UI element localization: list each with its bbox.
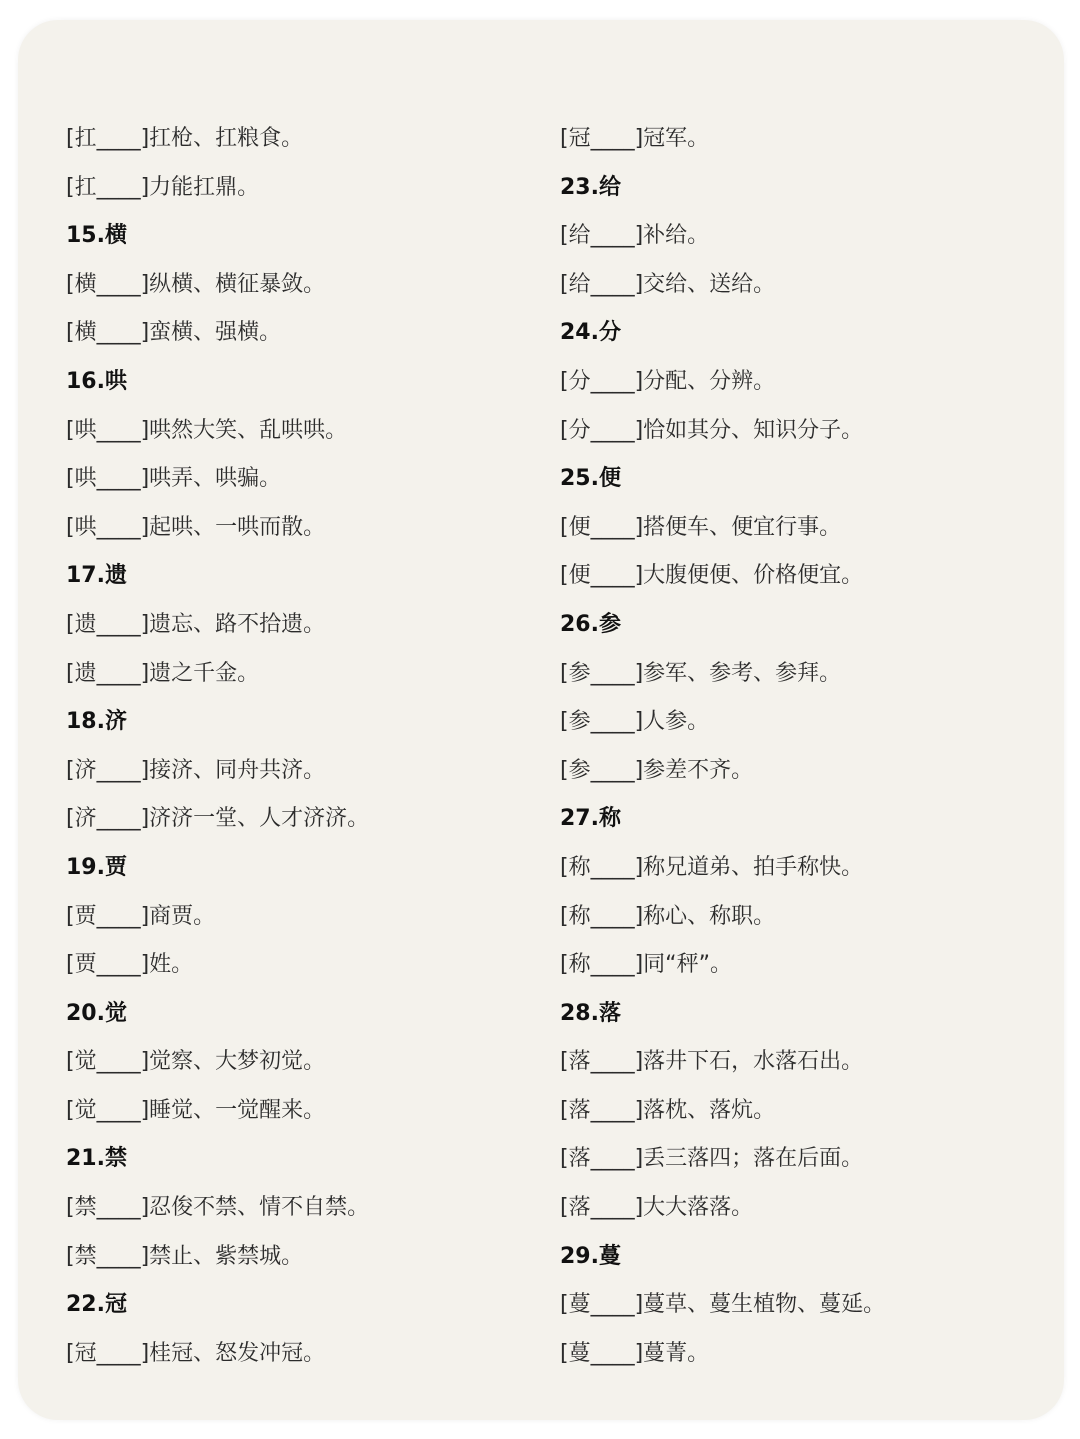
list-item: [参____]参差不齐。 — [560, 757, 754, 783]
section-heading: 29.蔓 — [560, 1243, 621, 1269]
list-item: [给____]交给、送给。 — [560, 271, 776, 297]
section-heading: 16.哄 — [66, 368, 127, 394]
list-item: [济____]济济一堂、人才济济。 — [66, 806, 370, 832]
list-item: [贾____]商贾。 — [66, 903, 216, 929]
document-page — [18, 20, 1064, 1420]
list-item: [济____]接济、同舟共济。 — [66, 757, 326, 783]
list-item: [觉____]睡觉、一觉醒来。 — [66, 1097, 326, 1123]
list-item: [落____]落井下石，水落石出。 — [560, 1049, 864, 1075]
section-heading: 17.遗 — [66, 563, 127, 589]
list-item: [称____]称心、称职。 — [560, 903, 776, 929]
section-heading: 28.落 — [560, 1000, 621, 1026]
list-item: [称____]同“秤”。 — [560, 952, 732, 978]
list-item: [冠____]桂冠、怒发冲冠。 — [66, 1340, 326, 1366]
list-item: [参____]参军、参考、参拜。 — [560, 660, 842, 686]
list-item: [遗____]遗忘、路不拾遗。 — [66, 611, 326, 637]
list-item: [禁____]禁止、紫禁城。 — [66, 1243, 304, 1269]
list-item: [扛____]力能扛鼎。 — [66, 174, 260, 200]
section-heading: 23.给 — [560, 174, 621, 200]
list-item: [分____]恰如其分、知识分子。 — [560, 417, 864, 443]
list-item: [给____]补给。 — [560, 223, 710, 249]
list-item: [蔓____]蔓菁。 — [560, 1340, 710, 1366]
list-item: [扛____]扛枪、扛粮食。 — [66, 126, 304, 151]
list-item: [落____]大大落落。 — [560, 1195, 754, 1221]
list-item: [落____]落枕、落炕。 — [560, 1097, 776, 1123]
section-heading: 26.参 — [560, 611, 621, 637]
list-item: [称____]称兄道弟、拍手称快。 — [560, 854, 864, 880]
section-heading: 25.便 — [560, 466, 621, 492]
right-column — [560, 115, 885, 1378]
list-item: [哄____]起哄、一哄而散。 — [66, 514, 326, 540]
section-heading: 19.贾 — [66, 854, 127, 880]
list-item: [哄____]哄然大笑、乱哄哄。 — [66, 417, 348, 443]
list-item: [便____]大腹便便、价格便宜。 — [560, 563, 864, 589]
list-item: [分____]分配、分辨。 — [560, 368, 776, 394]
list-item: [冠____]冠军。 — [560, 126, 710, 151]
list-item: [落____]丢三落四；落在后面。 — [560, 1146, 864, 1172]
section-heading: 27.称 — [560, 806, 621, 832]
list-item: [横____]蛮横、强横。 — [66, 320, 282, 346]
section-heading: 15.横 — [66, 223, 127, 249]
section-heading: 22.冠 — [66, 1292, 127, 1318]
section-heading: 21.禁 — [66, 1146, 127, 1172]
section-heading: 20.觉 — [66, 1000, 127, 1026]
list-item: [哄____]哄弄、哄骗。 — [66, 466, 282, 492]
list-item: [参____]人参。 — [560, 709, 710, 735]
list-item: [贾____]姓。 — [66, 952, 194, 978]
list-item: [蔓____]蔓草、蔓生植物、蔓延。 — [560, 1292, 886, 1318]
list-item: [禁____]忍俊不禁、情不自禁。 — [66, 1195, 370, 1221]
left-column — [66, 115, 369, 1378]
list-item: [横____]纵横、横征暴敛。 — [66, 271, 326, 297]
list-item: [觉____]觉察、大梦初觉。 — [66, 1049, 326, 1075]
list-item: [便____]搭便车、便宜行事。 — [560, 514, 842, 540]
section-heading: 18.济 — [66, 709, 127, 735]
section-heading: 24.分 — [560, 320, 621, 346]
list-item: [遗____]遗之千金。 — [66, 660, 260, 686]
